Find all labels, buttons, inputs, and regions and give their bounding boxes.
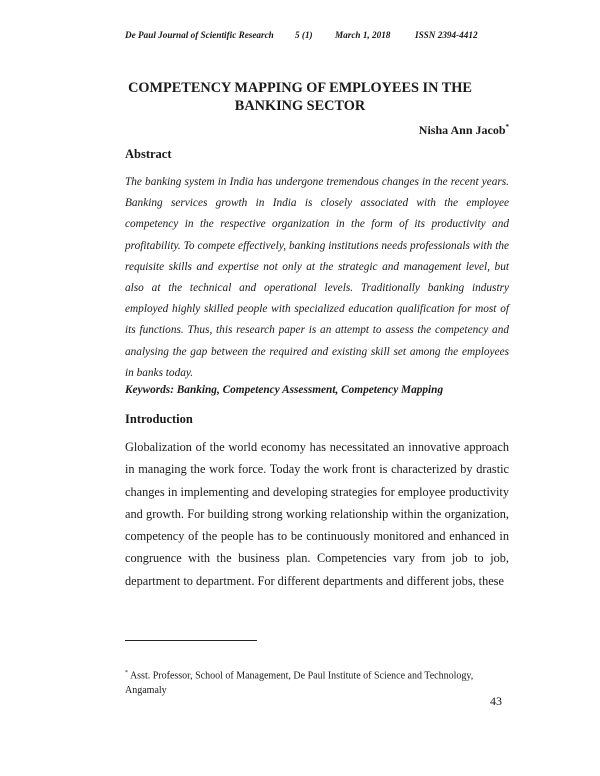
- header-issue: 5 (1): [295, 30, 313, 40]
- abstract-heading: Abstract: [125, 147, 172, 161]
- header-journal: De Paul Journal of Scientific Research: [125, 30, 274, 40]
- footnote: [125, 666, 509, 698]
- footnote-divider: [125, 640, 257, 641]
- author-footnote-marker: *: [505, 123, 509, 131]
- header-issn: ISSN 2394-4412: [415, 30, 478, 40]
- author-line: [419, 123, 509, 138]
- keywords-line: Keywords: Banking, Competency Assessment, Competency Mapping: [125, 384, 444, 396]
- footnote-marker: *: [125, 670, 128, 676]
- author-name: Nisha Ann Jacob: [418, 123, 506, 137]
- introduction-heading: Introduction: [125, 412, 193, 426]
- paper-title: COMPETENCY MAPPING OF EMPLOYEES IN THE BANKING SECTOR: [128, 80, 472, 114]
- header-date: March 1, 2018: [335, 30, 391, 40]
- running-header: [125, 30, 495, 40]
- introduction-text: Globalization of the world economy has necessitated an innovative approach in managing the work force. Today the work front is characterized by drastic changes in implementing and developing strategies for employee productivity and growth. For building strong working relationship within the organization, competency of the people has to be continuously monitored and enhanced in congruence with the business plan. Competencies vary from job to job, department to department. For different departments and different jobs, these: [125, 440, 509, 588]
- page-number: 43: [490, 694, 502, 708]
- abstract-text: The banking system in India has undergone tremendous changes in the recent years. Banking services growth in India is closely associated with the employee competency in the respective organization in the form of its productivity and profitability. To compete effectively, banking institutions needs professionals with the requisite skills and expertise not only at the strategic and management level, but also at the technical and operational levels. Traditionally banking industry employed highly skilled people with specialized education qualification for most of its functions. Thus, this research paper is an attempt to assess the competency and analysing the gap between the required and existing skill set among the employees in banks today.: [125, 176, 509, 379]
- footnote-text: Asst. Professor, School of Management, De Paul Institute of Science and Technology, Angamaly: [125, 670, 474, 697]
